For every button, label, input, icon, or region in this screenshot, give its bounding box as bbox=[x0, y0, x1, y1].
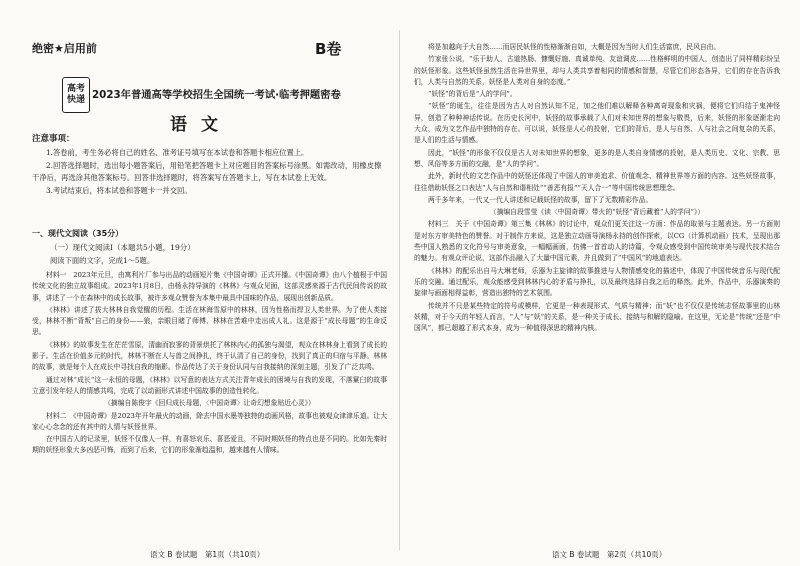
footer-left: 语文 B 卷试题 第1页（共10页） bbox=[150, 550, 265, 559]
paragraph: 《林林》讲述了拔大林林自我觉醒的历程。生活在林海雪原中的林林，因为性格而捍卫人类世界。为了使人类接受，林林不断“背叛”自己的身份——狼，亲眼目睹了师傅、林林在苦难中走出成人礼。这是源于“成长母题”的生命反思。 bbox=[32, 305, 387, 337]
paragraph: 两千多年来，一代又一代人讲述和记载妖怪的故事，留下了无数精彩作品。 bbox=[428, 195, 653, 204]
secret-label: 绝密★启用前 bbox=[32, 42, 97, 55]
section-title: 一、现代文阅读（35分） bbox=[32, 229, 124, 238]
paragraph: “妖怪”的诞生，往往是因为古人对自然认知不足，加之他们难以解释各种离奇现象和灾祸，便将它们归结于鬼神怪异，创造了种种神话传说。在历史长河中，妖怪的故事承载了人们对未知世界的想象与敬畏，后来，妖怪的形象逐渐走向大众，成为文艺作品中独特的存在。可以说，妖怪是人心的投射，它们的背后，是人与自然、人与社会之间复杂的关系，是人们的生活与情感。 bbox=[414, 102, 780, 145]
gaokao-express-logo bbox=[62, 77, 90, 113]
notes-list bbox=[32, 147, 387, 197]
paragraph: 竹家张公说，“乐于助人、古道热肠、慷慨好施、真诚单纯、友谊调皮……性格鲜明的中国人，创造出了同样精彩纷呈的妖怪形象。这些妖怪虽然生活在异世界里，却与人类共享着相同的情感和智慧，尽管它们形态各异，它们的存在告诉我们，人类与自然的关系，妖怪是人类对自身的态度。” bbox=[414, 55, 780, 86]
paragraph: 材料二 《中国奇谭》是2023年开年最火的动画，除去中国水墨等独特的动画风格，故事也被观众津津乐道。让大家心心念念的还有其中的人情与妖怪世界。 bbox=[32, 411, 387, 431]
paragraph: “妖怪”的背后是“人的学问”。 bbox=[428, 90, 517, 99]
exam-title: 2023年普通高等学校招生全国统一考试·临考押题密卷 bbox=[92, 89, 341, 101]
source-citation: （摘编自段雪莹《读〈中国奇谭〉带火的“妖怪”背后藏着“人的学问”》） bbox=[489, 208, 705, 217]
reading-instruction: 阅读下面的文字，完成1～5题。 bbox=[50, 256, 155, 265]
paragraph: 因此，“妖怪”的形象不仅仅是古人对未知世界的想象，更多的是人类自身情感的投射，是人类历史、文化、宗教、思想、风俗等多方面的交融，是“人的学问”。 bbox=[414, 148, 780, 168]
paragraph: 将是加越向于大自然……而居民妖怪的性格渐渐自如，大概是因为当时人们生活富庶，民风自由。 bbox=[428, 43, 721, 51]
logo-line-2: 快递 bbox=[66, 95, 85, 105]
subject-title: 语文 bbox=[170, 115, 232, 135]
paragraph: 《林林》的配乐出自马大琳老师，乐器为主旋律的故事推进与人物情感变化的描述中，体现了中国传统音乐与现代配乐的交融。通过配乐，观众能感受到林林内心的矛盾与挣扎，以及最终选择自我之后的释然。此外，作品中，乐器演奏的旋律与画面相得益彰，营造出独特的艺术氛围。 bbox=[414, 266, 780, 298]
notes-title: 注意事项： bbox=[32, 134, 75, 144]
footer-right: 语文 B 卷试题 第2页（共10页） bbox=[552, 550, 667, 559]
note-item: 3.考试结束后，将本试卷和答题卡一并交回。 bbox=[46, 185, 192, 195]
paragraph: 在中国古人的记录里，妖怪不仅像人一样，有喜怒哀乐、喜恶爱且，不同时期妖怪的特点也是不同的。比如先秦时期的妖怪形象大多凶恶可怖，而到了后来，它们的形象渐趋温和，越来越有人情味。 bbox=[32, 435, 387, 455]
right-body-text bbox=[414, 42, 780, 335]
left-body-text bbox=[32, 270, 387, 458]
source-citation: （摘编自陈俊宇《回归成长母题，〈中国奇谭〉让奇幻想象贴近心灵》） bbox=[104, 399, 315, 408]
paragraph: 材料一 2023年元旦，由寓利片厂参与出品的动画短片集《中国奇谭》正式开播。《中国奇谭》由八个植根于中国传统文化的独立故事组成。2023年1月8日，由杨永持导演的《林林》与观众见面，这部灵感来源于古代民间传说的故事，讲述了一个在森林中的成长故事，被许多观众赞誉为本集中最具中国味的作品，展现出创新品质。 bbox=[32, 271, 387, 302]
note-item: 2.回答选择题时，选出每小题答案后，用铅笔把答题卡上对应题目的答案标号涂黑。如需改动，用橡皮擦干净后，再选涂其他答案标号。回答非选择题时，将答案写在答题卡上，写在本试卷上无效。 bbox=[32, 160, 382, 182]
paragraph: 传统并不只是某些特定的符号或模样，它更是一种表现形式、气质与精神；而“妖”也不仅仅是传统志怪故事里的山林妖精，对于今天的年轻人而言，“人”与“妖”的关系，是一种关于成长、接纳与和解的隐喻。在这里，无论是“传统”还是“中国风”，都已超越了形式本身，成为一种值得深思的精神内核。 bbox=[414, 301, 780, 333]
paragraph: 此外，新时代的文艺作品中的妖怪还体现了中国人的审美追求、价值观念、精神世界等方面的内容。这些妖怪故事，往往借助妖怪之口表达“人与自然和谐相处”“善恶有报”“天人合一”等中国传统思想理念。 bbox=[414, 172, 780, 192]
paragraph: 通过对林“成长”这一永恒的母题，《林林》以写意的表达方式关注青年成长的困境与自我的发现，不落窠臼的故事立意引发年轻人的情感共鸣，完成了以动画形式讲述中国故事的创造性转化。 bbox=[32, 375, 387, 395]
paragraph: 《林林》的故事发生在茫茫雪原，清幽而寂寥的背景烘托了林林内心的孤独与渴望，观众在林林身上看到了成长的影子。生活在价值多元的时代，林林不断在人与兽之间挣扎，终于认清了自己的身份，找到了真正的归宿与平静。林林的故事，就是每个人在成长中寻找自我的缩影。作品传达了关于身份认同与自我接纳的深刻主题，引发了广泛共鸣。 bbox=[32, 340, 387, 372]
logo-line-1: 高考 bbox=[66, 84, 85, 94]
volume-label: B卷 bbox=[315, 40, 342, 58]
page-divider bbox=[399, 30, 400, 550]
subsection-title: （一）现代文阅读Ⅰ（本题共5小题，19分） bbox=[50, 243, 195, 252]
paragraph: 材料三 关于《中国奇谭》第三集《林林》的讨论中，观众们更关注这一方面：作品的取景与主题表达。另一方面则是对东方审美特色的赞誉。对于制作方来说，这是独立动画导演杨永持的创作探索，以CG（计算机动画）技术，呈现出那些中国人熟悉的文化符号与审美意象，一幅幅画面，仿佛一首首动人的诗篇，令观众感受到中国传统审美与现代技术结合的魅力。有观众评论说，这部作品融入了大量中国元素，并且做到了“中国风”的地道表达。 bbox=[414, 220, 780, 263]
note-item: 1.答卷前，考生务必将自己的姓名、准考证号填写在本试卷和答题卡相应位置上。 bbox=[46, 148, 309, 157]
